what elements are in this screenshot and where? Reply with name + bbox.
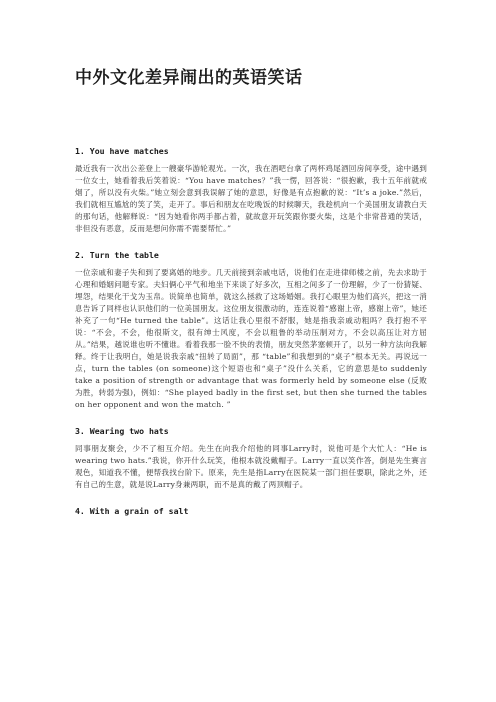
section-wearing-two-hats (75, 425, 427, 491)
section-heading: 3. Wearing two hats (75, 426, 169, 436)
document-content (75, 145, 427, 523)
section-heading: 4. With a grain of salt (75, 506, 189, 516)
section-paragraph: 最近我有一次出公差登上一艘豪华游轮观光。一次，我在酒吧台拿了两杯鸡尾酒回房间享受，途中遇到一位女士，她看着我后笑着说：“You have matches？”我一愣，回答说：“很抱歉，我十五年前就戒烟了，所以没有火柴。”她立刻会意到我误解了她的意思，好像是有点抱歉的说：“It’s a joke.”然后，我们就相互尴尬的笑了笑，走开了。事后和朋友在吃晚饭的时候聊天，我趁机向一个美国朋友请教白天的那句话，他解释说：“因为她看你两手都占着，就故意开玩笑跟你要火柴，这是个非常普通的笑话，非但没有恶意，反而是想问你需不需要帮忙。” (75, 164, 427, 233)
section-heading: 1. You have matches (75, 146, 169, 156)
section-you-have-matches (75, 145, 427, 235)
section-with-a-grain-of-salt (75, 505, 427, 517)
section-heading: 2. Turn the table (75, 250, 159, 260)
document-title: 中外文化差异闹出的英语笑话 (75, 68, 303, 88)
section-paragraph: 同事朋友聚会，少不了相互介绍。先生在向我介绍他的同事Larry时，说他可是个大忙人：“He is wearing two hats.”我说，你开什么玩笑，他根本就没戴帽子。Larry一直以笑作答，倒是先生赛言观色，知道我不懂，便帮我找台阶下。原来，先生是指Larry在医院某一部门担任要职，除此之外，还有自己的生意，就是说Larry身兼两职，而不是真的戴了两顶帽子。 (75, 444, 427, 489)
section-turn-the-table (75, 249, 427, 411)
section-paragraph: 一位亲戚和妻子失和到了要离婚的地步。几天前接到亲戚电话，说他们在走进律师楼之前，先去求助于心理和婚姻问题专家。夫妇俩心平气和地坐下来谈了好多次，互相之间多了一份理解，少了一份猜疑、埋怨，结果化干戈为玉帛。说简单也简单，就这么拯救了这场婚姻。我打心眼里为他们高兴，把这一消息告诉了同样也认识他们的一位美国朋友。这位朋友很激动的，连连说着“感谢上帝，感谢上帝”，她还补充了一句“He turned the table”。这话让我心里很不舒服，她是指我亲戚动粗吗？我打抱不平说：“不会，不会，他很斯文，很有绅士风度，不会以粗鲁的举动压制对方，不会以高压让对方屈从。”结果，越说谁也听不懂谁。看着我那一脸不快的表情，朋友突然茅塞顿开了，以另一种方法向我解释。终于让我明白，她是说我亲戚“扭转了局面”，那 “table”和我想到的“桌子”根本无关。再说远一点，turn the tables (on someone)这个短语也和“桌子”没什么关系，它的意思是to suddenly take a position of strength or advantage that was formerly held by someone else (反败为胜，转弱为强)，例如：“She played badly in the first set, but then she turned the tables on her opponent and won the match. ” (75, 268, 427, 409)
